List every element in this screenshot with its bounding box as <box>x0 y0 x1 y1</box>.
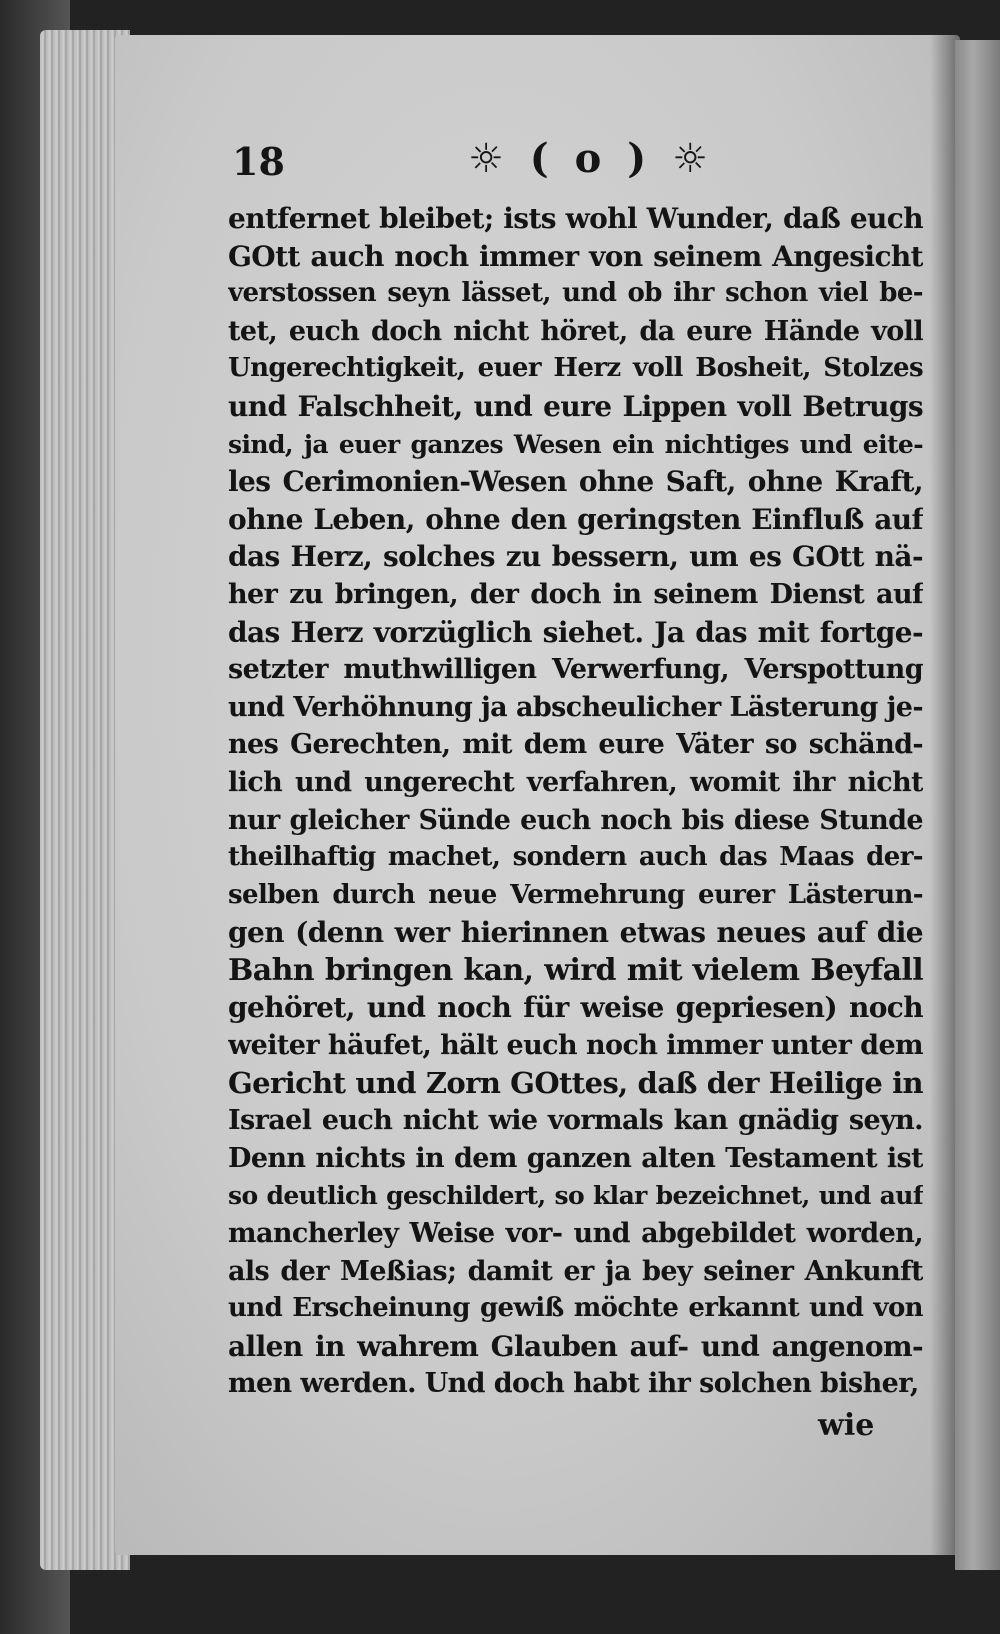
text-line: les Cerimonien-Wesen ohne Saft, ohne Kraft, <box>228 465 923 499</box>
text-line: und Verhöhnung ja abscheulicher Lästerung je- <box>228 691 923 723</box>
text-line: Bahn bringen kan, wird mit vielem Beyfall <box>228 952 923 988</box>
page-header <box>232 135 922 195</box>
text-line: nes Gerechten, mit dem eure Väter so schänd- <box>228 729 923 761</box>
text-line: das Herz vorzüglich siehet. Ja das mit fortge- <box>228 615 923 649</box>
text-line: setzter muthwilligen Verwerfung, Verspottung <box>228 654 923 686</box>
text-line: men werden. Und doch habt ihr solchen bisher, <box>228 1368 919 1400</box>
text-line: allen in wahrem Glauben auf- und angenom- <box>228 1329 923 1363</box>
header-ornament: ☼ ( o ) ☼ <box>468 135 714 182</box>
text-line: nur gleicher Sünde euch noch bis diese Stunde <box>228 804 923 836</box>
text-line: mancherley Weise vor- und abgebildet worden, <box>228 1218 923 1250</box>
text-line: das Herz, solches zu bessern, um es GOtt nä- <box>228 540 923 574</box>
text-line: theilhaftig machet, sondern auch das Maas der- <box>228 842 923 873</box>
text-line: verstossen seyn lässet, und ob ihr schon viel be- <box>228 278 923 309</box>
text-line: entfernet bleibet; ists wohl Wunder, daß euch <box>228 202 923 235</box>
text-line: weiter häufet, hält euch noch immer unter dem <box>228 1030 923 1062</box>
text-line: gehöret, und noch für weise gepriesen) noch <box>228 991 923 1025</box>
text-line: her zu bringen, der doch in seinem Dienst auf <box>228 578 923 610</box>
text-line: gen (denn wer hierinnen etwas neues auf die <box>228 916 923 950</box>
text-line: lich und ungerecht verfahren, womit ihr nicht <box>228 766 923 798</box>
text-line: Gericht und Zorn GOttes, daß der Heilige in <box>228 1065 923 1100</box>
text-line: Denn nichts in dem ganzen alten Testament ist <box>228 1142 923 1174</box>
page-number: 18 <box>232 139 285 184</box>
text-line: tet, euch doch nicht höret, da eure Hände voll <box>228 315 923 347</box>
text-line: als der Meßias; damit er ja bey seiner Ankunft <box>228 1255 923 1287</box>
catchword: wie <box>818 1408 875 1443</box>
text-line: selben durch neue Vermehrung eurer Lästerun- <box>228 879 923 910</box>
text-line: ohne Leben, ohne den geringsten Einfluß auf <box>228 502 923 536</box>
text-line: Israel euch nicht wie vormals kan gnädig seyn. <box>228 1105 923 1137</box>
body-text <box>228 200 923 1403</box>
next-page-edge <box>955 40 1000 1570</box>
text-line: Ungerechtigkeit, euer Herz voll Bosheit, Stolzes <box>228 353 923 384</box>
text-line: GOtt auch noch immer von seinem Angesicht <box>228 239 923 273</box>
text-line: sind, ja euer ganzes Wesen ein nichtiges und eite- <box>228 429 923 459</box>
text-line: und Erscheinung gewiß möchte erkannt und von <box>228 1293 923 1324</box>
text-line: und Falschheit, und eure Lippen voll Betrugs <box>228 389 923 423</box>
text-line: so deutlich geschildert, so klar bezeichnet, und auf <box>228 1181 923 1211</box>
